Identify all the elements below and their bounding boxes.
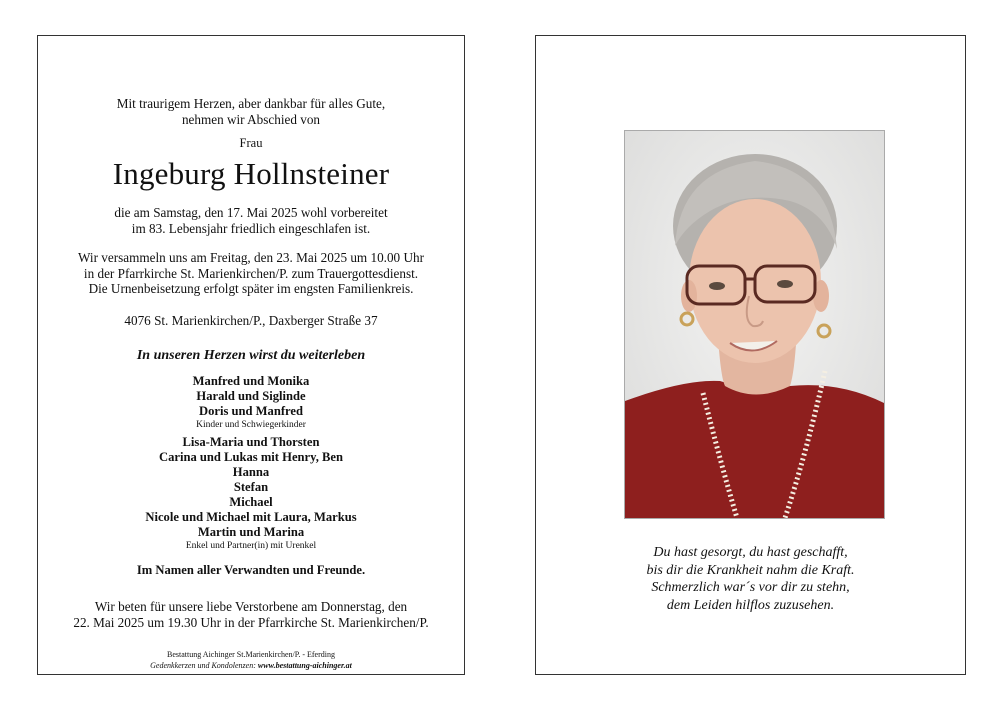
memorial-poem: [536, 544, 965, 614]
family-member: Harald und Siglinde: [196, 389, 306, 403]
funeral-home-footer: [38, 650, 464, 671]
condolence-link[interactable]: www.bestattung-aichinger.at: [257, 660, 352, 670]
salutation: Frau: [239, 136, 263, 150]
intro-line: nehmen wir Abschied von: [181, 112, 321, 127]
deceased-name: Ingeburg Hollnsteiner: [112, 156, 390, 191]
family-member: Stefan: [233, 480, 269, 494]
family-member: Doris und Manfred: [198, 404, 304, 418]
family-member: Hanna: [232, 465, 270, 479]
poem-line: bis dir die Krankheit nahm die Kraft.: [646, 562, 855, 578]
condolence-label: Gedenkkerzen und Kondolenzen:: [150, 660, 256, 670]
prayer-line: Wir beten für unsere liebe Verstorbene am Donnerstag, den: [94, 599, 408, 614]
portrait-photo: [624, 130, 885, 519]
family-member: Manfred und Monika: [192, 374, 310, 388]
service-info: [38, 250, 464, 297]
family-member: Michael: [229, 495, 273, 509]
obituary-right-page: [535, 35, 966, 675]
family-member: Nicole und Michael mit Laura, Markus: [145, 510, 357, 524]
funeral-home-name: Bestattung Aichinger St.Marienkirchen/P. - Eferding: [167, 650, 335, 659]
poem-line: dem Leiden hilflos zuzusehen.: [666, 597, 835, 613]
family-member: Carina und Lukas mit Henry, Ben: [158, 450, 344, 464]
poem-line: Schmerzlich war´s vor dir zu stehn,: [651, 580, 850, 595]
group-note: Kinder und Schwiegerkinder: [196, 420, 306, 430]
family-member: Martin und Marina: [197, 525, 305, 539]
relatives-line: Im Namen aller Verwandten und Freunde.: [136, 563, 366, 577]
motto: In unseren Herzen wirst du weiterleben: [136, 348, 366, 363]
service-line: Wir versammeln uns am Freitag, den 23. Mai 2025 um 10.00 Uhr: [78, 250, 424, 265]
death-notice-line: die am Samstag, den 17. Mai 2025 wohl vorbereitet: [114, 205, 388, 220]
group-note: Enkel und Partner(in) mit Urenkel: [185, 541, 317, 551]
intro-line: Mit traurigem Herzen, aber dankbar für alles Gute,: [116, 96, 386, 111]
death-notice: [38, 205, 464, 236]
family-member: Lisa-Maria und Thorsten: [182, 435, 320, 449]
service-line: Die Urnenbeisetzung erfolgt später im engsten Familienkreis.: [88, 281, 414, 296]
children-group: [38, 374, 464, 431]
service-line: in der Pfarrkirche St. Marienkirchen/P. zum Trauergottesdienst.: [83, 265, 419, 281]
death-notice-line: im 83. Lebensjahr friedlich eingeschlafen ist.: [131, 220, 371, 236]
prayer-line: 22. Mai 2025 um 19.30 Uhr in der Pfarrkirche St. Marienkirchen/P.: [73, 614, 429, 630]
prayer-info: [38, 599, 464, 630]
poem-line: Du hast gesorgt, du hast geschafft,: [653, 545, 848, 560]
intro-text: [38, 96, 464, 128]
address: 4076 St. Marienkirchen/P., Daxberger Straße 37: [124, 313, 378, 328]
obituary-left-page: [37, 35, 465, 675]
grandchildren-group: [38, 435, 464, 552]
